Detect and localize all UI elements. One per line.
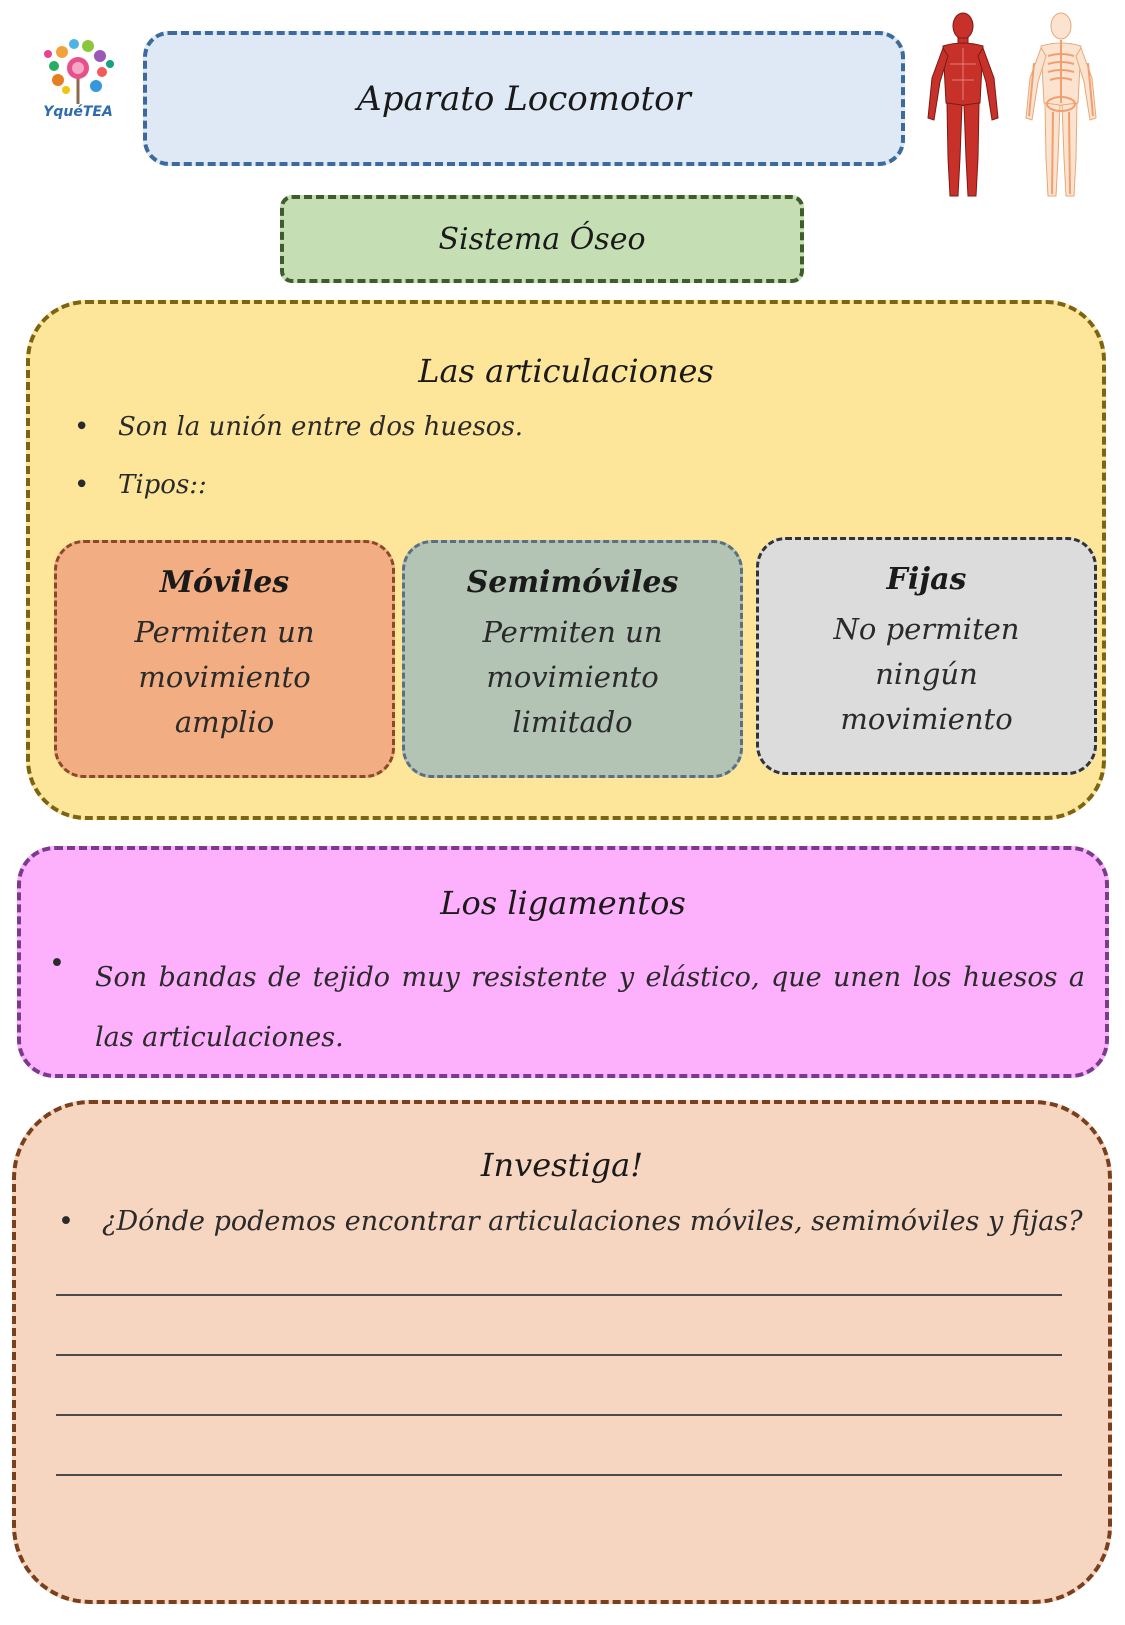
ligaments-text: Son bandas de tejido muy resistente y elástico, que unen los huesos a las articulaciones.: [95, 962, 1085, 1053]
bullet-dot-icon: •: [74, 412, 90, 442]
joints-bullet-text: Son la unión entre dos huesos.: [118, 412, 524, 442]
joint-type-card-moviles: [54, 540, 395, 778]
research-question: [58, 1206, 1083, 1237]
joints-bullet-1: [74, 412, 524, 442]
research-heading: Investiga!: [480, 1146, 644, 1184]
muscular-body-figure: [918, 8, 1008, 204]
joint-type-card-semimoviles: [402, 540, 743, 778]
section-subtitle: Sistema Óseo: [438, 221, 646, 257]
ligaments-heading: Los ligamentos: [440, 884, 686, 922]
answer-line[interactable]: [56, 1354, 1062, 1356]
answer-line[interactable]: [56, 1474, 1062, 1476]
joints-section: [26, 300, 1106, 820]
research-section: [12, 1100, 1112, 1604]
joint-type-name: Móviles: [159, 565, 290, 600]
joint-type-name: Fijas: [886, 562, 967, 597]
joint-type-description: Permiten un movimiento limitado: [482, 615, 663, 739]
page-title: Aparato Locomotor: [357, 78, 691, 119]
joint-type-card-fijas: [756, 537, 1097, 775]
ligaments-bullet-dot: •: [49, 948, 65, 979]
title-box: [143, 31, 905, 166]
skeleton-body-figure: [1016, 8, 1106, 204]
joints-heading: Las articulaciones: [418, 352, 714, 390]
answer-line[interactable]: [56, 1294, 1062, 1296]
logo-text: YquéTEA: [43, 104, 113, 120]
subtitle-box: [280, 195, 804, 283]
joints-bullet-2: [74, 470, 207, 500]
bullet-dot-icon: •: [74, 470, 90, 500]
bullet-dot-icon: •: [58, 1206, 74, 1237]
logo: [38, 34, 118, 134]
logo-lollipop-icon: [38, 34, 118, 106]
answer-line[interactable]: [56, 1414, 1062, 1416]
joints-bullet-text: Tipos::: [118, 470, 207, 500]
joint-type-description: No permiten ningún movimiento: [833, 612, 1020, 736]
ligaments-section: [17, 846, 1109, 1078]
joint-type-name: Semimóviles: [466, 565, 679, 600]
joint-type-description: Permiten un movimiento amplio: [134, 615, 315, 739]
research-question-text: ¿Dónde podemos encontrar articulaciones móviles, semimóviles y fijas?: [102, 1206, 1083, 1237]
